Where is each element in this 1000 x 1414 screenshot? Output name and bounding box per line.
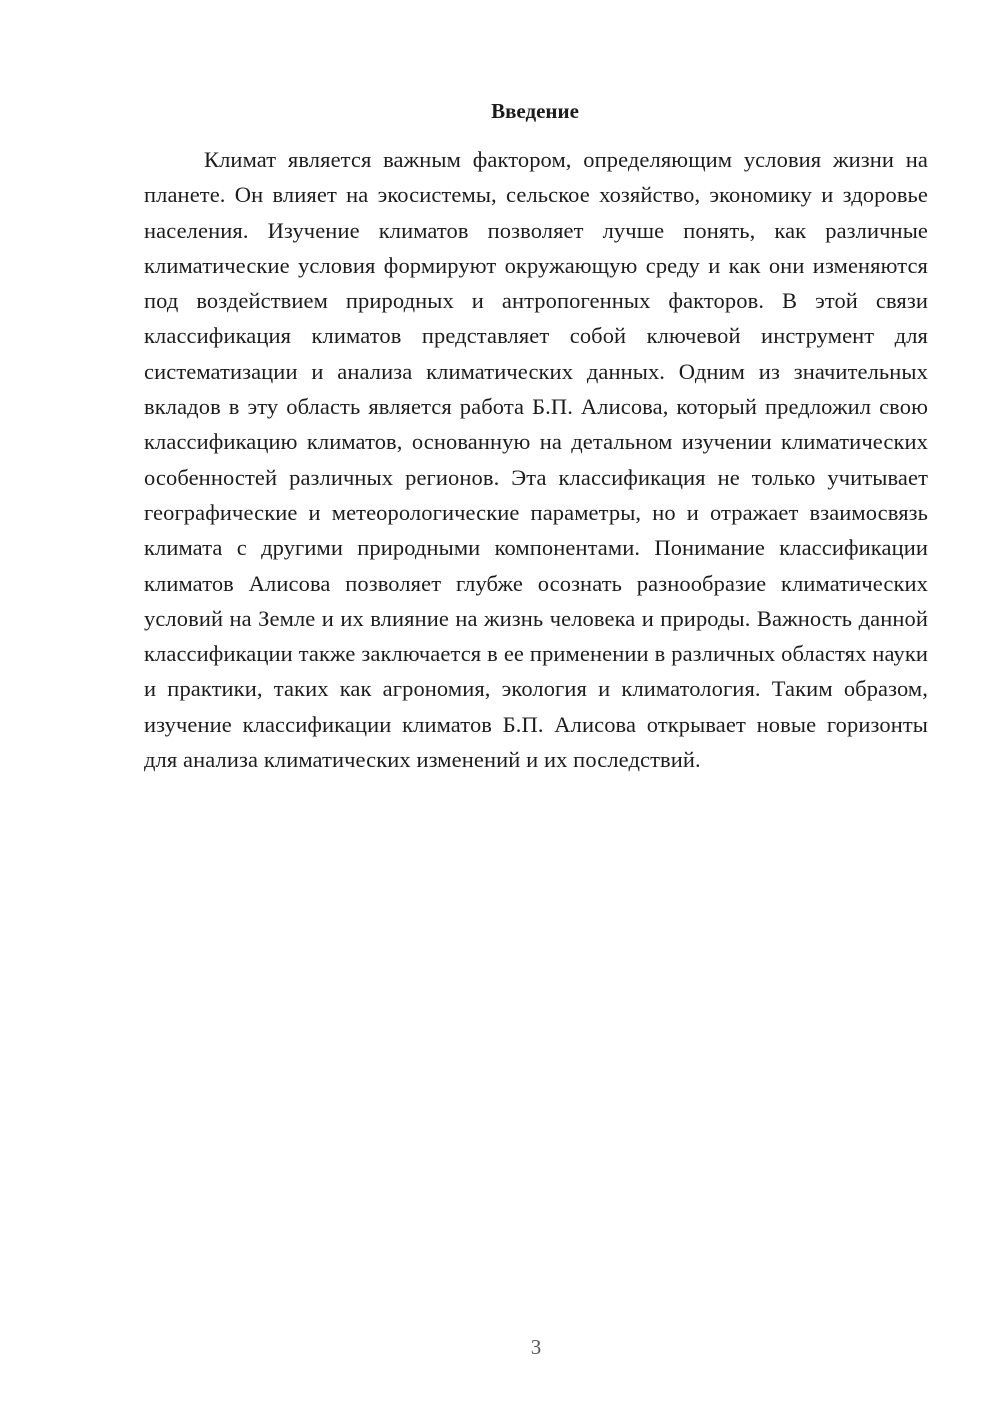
page-title: Введение [491,99,579,123]
page-number: 3 [530,1335,542,1359]
intro-paragraph: Климат является важным фактором, определяющим условия жизни на планете. Он влияет на экосистемы, сельское хозяйство, экономику и здоровье населения. Изучение климатов позволяет лучше понять, как различные климатические условия формируют окружающую среду и как они изменяются под воздействием природных и антропогенных факторов. В этой связи классификация климатов представляет собой ключевой инструмент для систематизации и анализа климатических данных. Одним из значительных вкладов в эту область является работа Б.П. Алисова, который предложил свою классификацию климатов, основанную на детальном изучении климатических особенностей различных регионов. Эта классификация не только учитывает географические и метеорологические параметры, но и отражает взаимосвязь климата с другими природными компонентами. Понимание классификации климатов Алисова позволяет глубже осознать разнообразие климатических условий на Земле и их влияние на жизнь человека и природы. Важность данной классификации также заключается в ее применении в различных областях науки и практики, таких как агрономия, экология и климатология. Таким образом, изучение классификации климатов Б.П. Алисова открывает новые горизонты для анализа климатических изменений и их последствий. [144,147,928,773]
